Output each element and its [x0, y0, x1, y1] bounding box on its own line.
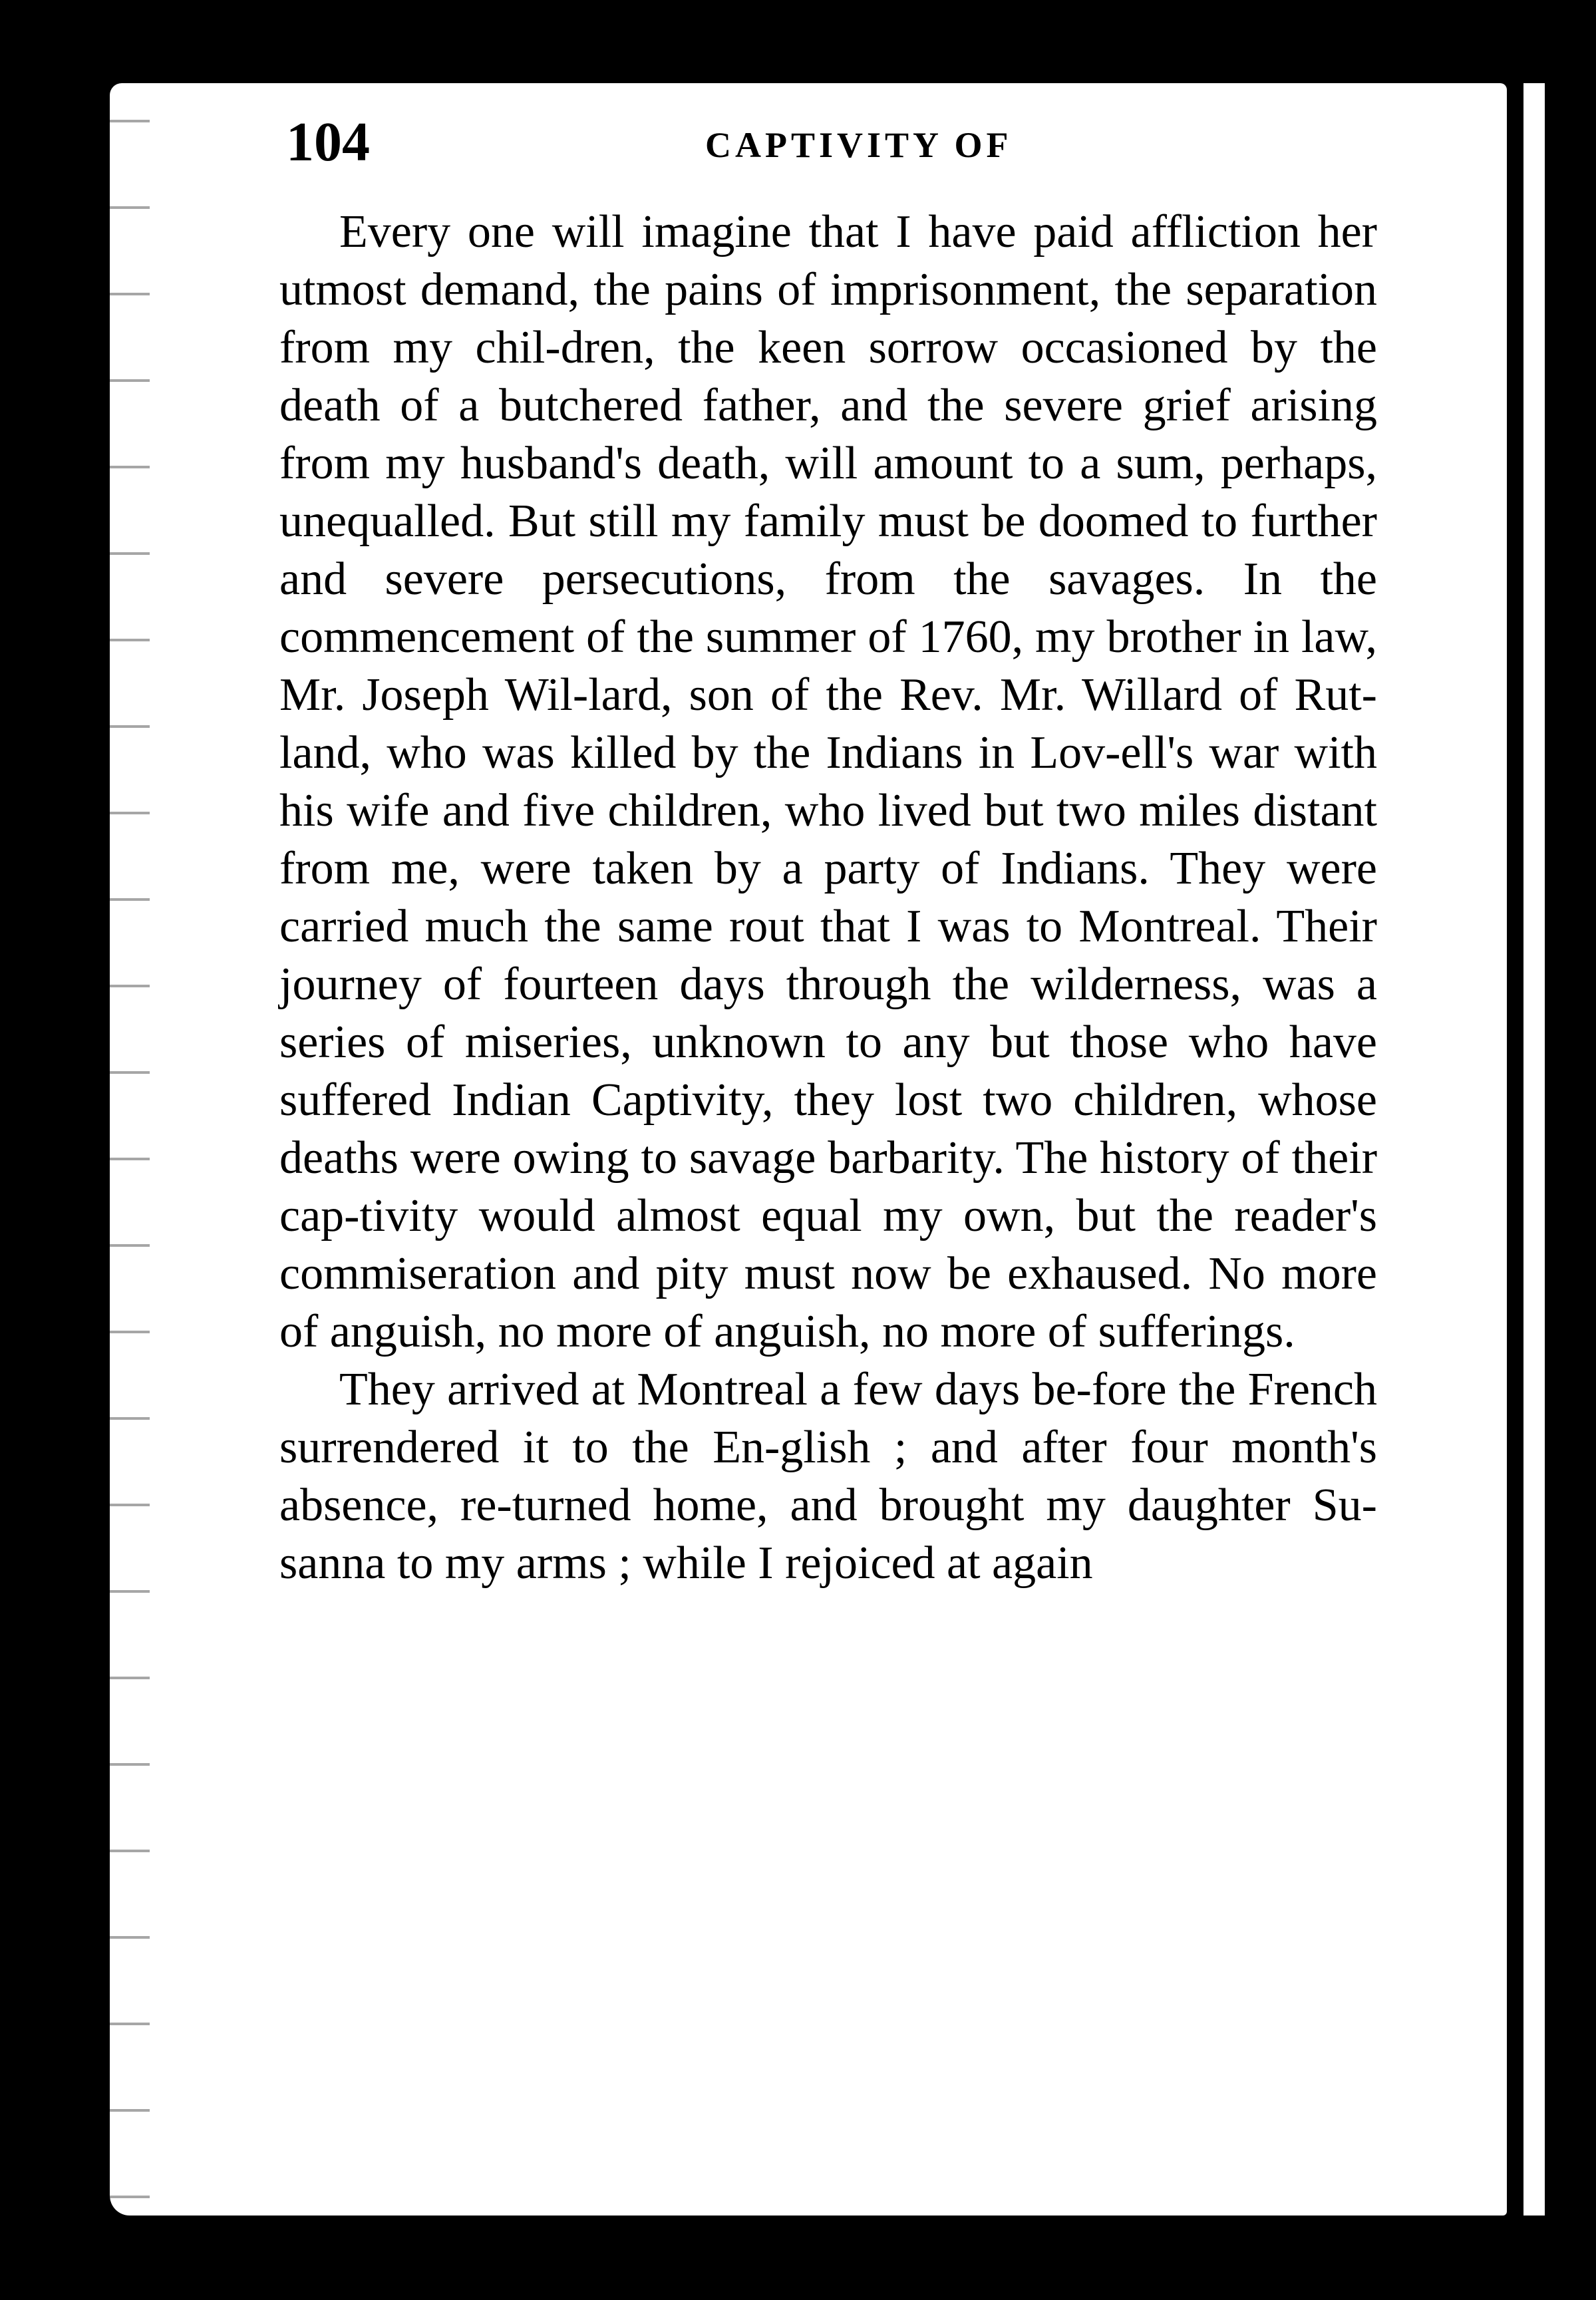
binding-edge [110, 93, 150, 2209]
body-text [279, 203, 1377, 1592]
page-edge-strip [1523, 83, 1545, 2216]
running-title: CAPTIVITY OF [705, 125, 1013, 165]
page-header [286, 110, 1390, 183]
page-number: 104 [286, 111, 370, 173]
paragraph-1: Every one will imagine that I have paid affliction her utmost demand, the pains of imprisonment, the separation from my chil-dren, the keen sorrow occasioned by the death of a butchered father, and the severe grief arising from my husband's death, will amount to a sum, perhaps, unequalled. But still my family must be doomed to further and severe persecutions, from the savages. In the commencement of the summer of 1760, my brother in law, Mr. Joseph Wil-lard, son of the Rev. Mr. Willard of Rut-land, who was killed by the Indians in Lov-ell's war with his wife and five children, who lived but two miles distant from me, were taken by a party of Indians. They were carried much the same rout that I was to Montreal. Their journey of fourteen days through the wilderness, was a series of miseries, unknown to any but those who have suffered Indian Captivity, they lost two children, whose deaths were owing to savage barbarity. The history of their cap-tivity would almost equal my own, but the reader's commiseration and pity must now be exhaused. No more of anguish, no more of anguish, no more of sufferings. [279, 206, 1377, 1357]
paragraph-2: They arrived at Montreal a few days be-fore the French surrendered it to the En-glish ; and after four month's absence, re-turned home, and brought my daughter Su-sanna to my arms ; while I rejoiced at again [279, 1364, 1377, 1589]
